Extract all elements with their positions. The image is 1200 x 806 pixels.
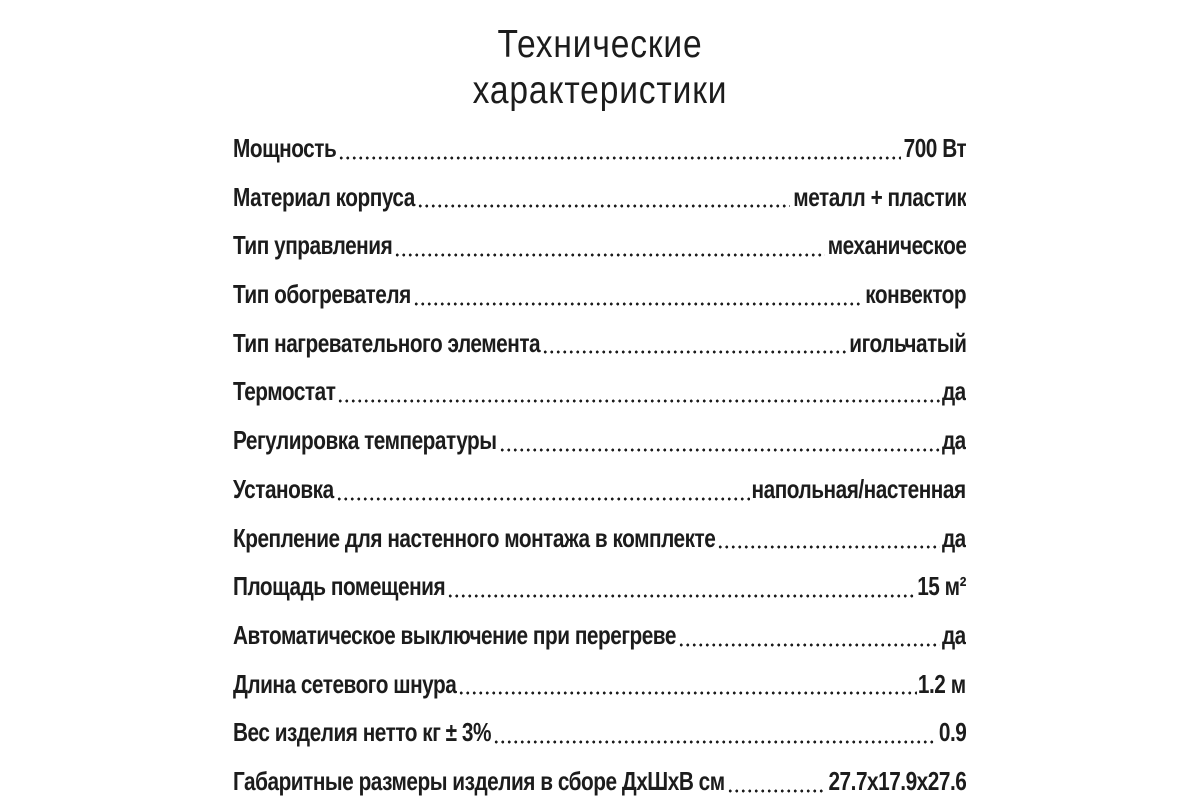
- spec-label: Длина сетевого шнура: [233, 668, 457, 699]
- spec-label: Тип обогревателя: [233, 279, 411, 310]
- spec-value: 700 Вт: [903, 133, 966, 163]
- spec-row: [233, 514, 966, 563]
- spec-row: [233, 173, 966, 222]
- dot-leader: [338, 156, 901, 160]
- spec-value: 27.7x17.9x27.6: [828, 765, 966, 796]
- spec-value: да: [942, 425, 966, 456]
- spec-row: [233, 270, 966, 319]
- spec-label: Установка: [233, 473, 334, 504]
- spec-value: напольная/настенная: [751, 473, 966, 504]
- spec-row: [233, 319, 966, 368]
- spec-label: Площадь помещения: [233, 571, 446, 602]
- spec-row: [233, 660, 966, 709]
- spec-row: [233, 367, 966, 416]
- dot-leader: [493, 740, 936, 744]
- dot-leader: [413, 302, 863, 306]
- dot-leader: [337, 399, 940, 403]
- spec-label: Тип нагревательного элемента: [233, 327, 541, 358]
- dot-leader: [458, 691, 916, 695]
- specs-list: [233, 124, 966, 806]
- spec-row: [233, 124, 966, 173]
- spec-label: Регулировка температуры: [233, 425, 497, 456]
- dot-leader: [417, 204, 790, 208]
- dot-leader: [542, 350, 846, 354]
- spec-label: Мощность: [233, 133, 337, 163]
- spec-label: Габаритные размеры изделия в сборе ДхШхВ см: [233, 765, 725, 796]
- spec-value: игольчатый: [848, 327, 966, 358]
- spec-row: [233, 757, 966, 806]
- spec-value: 15 м²: [917, 571, 966, 602]
- spec-row: [233, 465, 966, 514]
- spec-label: Термостат: [233, 376, 336, 407]
- spec-row: [233, 416, 966, 465]
- spec-value: металл + пластик: [792, 181, 966, 212]
- spec-row: [233, 708, 966, 757]
- title-line-1: Технические: [497, 23, 703, 67]
- spec-label: Автоматическое выключение при перегреве: [233, 619, 676, 650]
- spec-label: Материал корпуса: [233, 181, 415, 212]
- title-line-2: характеристики: [472, 69, 728, 113]
- spec-label: Тип управления: [233, 230, 393, 261]
- spec-value: 0.9: [938, 717, 966, 748]
- dot-leader: [678, 643, 940, 647]
- spec-value: да: [942, 522, 966, 553]
- spec-value: да: [942, 376, 966, 407]
- page-title: [84, 23, 1116, 114]
- dot-leader: [499, 448, 941, 452]
- spec-label: Крепление для настенного монтажа в комплекте: [233, 522, 716, 553]
- spec-row: [233, 611, 966, 660]
- spec-label: Вес изделия нетто кг ± 3%: [233, 717, 492, 748]
- dot-leader: [717, 545, 940, 549]
- dot-leader: [447, 594, 915, 598]
- spec-value: 1.2 м: [918, 668, 966, 699]
- spec-row: [233, 562, 966, 611]
- dot-leader: [394, 253, 825, 257]
- dot-leader: [336, 497, 751, 501]
- dot-leader: [727, 789, 826, 793]
- spec-row: [233, 221, 966, 270]
- spec-value: да: [942, 619, 966, 650]
- spec-value: механическое: [827, 230, 966, 261]
- spec-value: конвектор: [865, 279, 966, 310]
